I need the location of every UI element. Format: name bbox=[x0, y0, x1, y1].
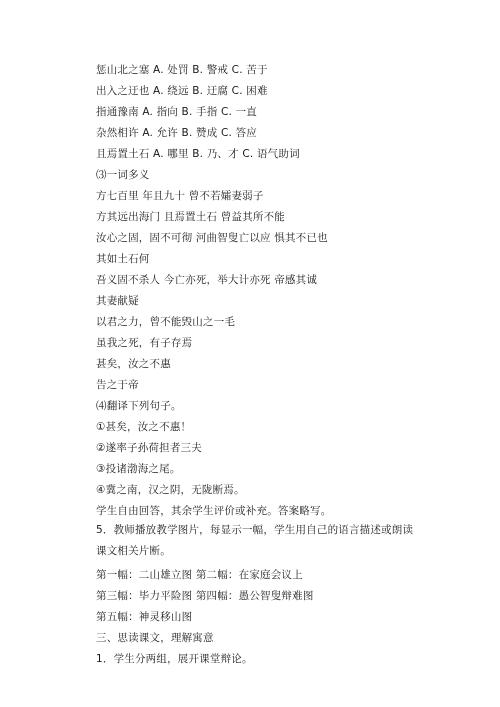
text-line: 第三幅：毕力平险图 第四幅：愚公智叟辩难图 bbox=[96, 590, 314, 602]
text-line: 惩山北之塞 A. 处罚 B. 警戒 C. 苦于 bbox=[96, 64, 268, 76]
text-line: 其妻献疑 bbox=[96, 295, 139, 307]
text-line: 1．学生分两组，展开课堂辩论。 bbox=[96, 653, 253, 665]
text-line: 第一幅：二山雄立图 第二幅：在家庭会议上 bbox=[96, 569, 303, 581]
text-line: ②遂率子孙荷担者三夫 bbox=[96, 442, 202, 454]
text-line: 吾义固不杀人 今亡亦死，举大计亦死 帝感其诚 bbox=[96, 274, 318, 286]
text-line: 告之于帝 bbox=[96, 379, 139, 391]
text-line: ④冀之南，汉之阴，无陇断焉。 bbox=[96, 484, 245, 496]
text-line: 虽我之死，有子存焉 bbox=[96, 337, 193, 349]
text-line: 方其远出海门 且焉置土石 曾益其所不能 bbox=[96, 211, 285, 223]
text-line: ③投诸渤海之尾。 bbox=[96, 463, 181, 475]
section-heading: 三、思读课文，理解寓意 bbox=[96, 632, 214, 644]
text-line: 杂然相许 A. 允许 B. 赞成 C. 答应 bbox=[96, 127, 257, 139]
text-line: 出入之迂也 A. 绕远 B. 迂腐 C. 困难 bbox=[96, 85, 268, 97]
text-line: 指通豫南 A. 指向 B. 手指 C. 一直 bbox=[96, 106, 257, 118]
text-line: 以君之力，曾不能毁山之一毛 bbox=[96, 316, 236, 328]
text-line: 甚矣，汝之不惠 bbox=[96, 358, 171, 370]
section-heading: ⑷翻译下列句子。 bbox=[96, 400, 182, 412]
text-line: 且焉置土石 A. 哪里 B. 乃、才 C. 语气助词 bbox=[96, 148, 300, 160]
text-line: 方七百里 年且九十 曾不若孀妻弱子 bbox=[96, 190, 264, 202]
text-line: 学生自由回答，其余学生评价或补充。答案略写。 bbox=[96, 505, 332, 517]
text-line: 其如土石何 bbox=[96, 253, 150, 265]
text-line: 汝心之固，固不可彻 河曲智叟亡以应 惧其不已也 bbox=[96, 232, 328, 244]
text-line: ①甚矣，汝之不惠！ bbox=[96, 421, 192, 433]
paragraph: 5．教师播放教学图片，每显示一幅，学生用自己的语言描述或朗读课文相关片断。 bbox=[96, 524, 414, 557]
text-line: 第五幅：神灵移山图 bbox=[96, 611, 193, 623]
section-heading: ⑶一词多义 bbox=[96, 169, 150, 181]
